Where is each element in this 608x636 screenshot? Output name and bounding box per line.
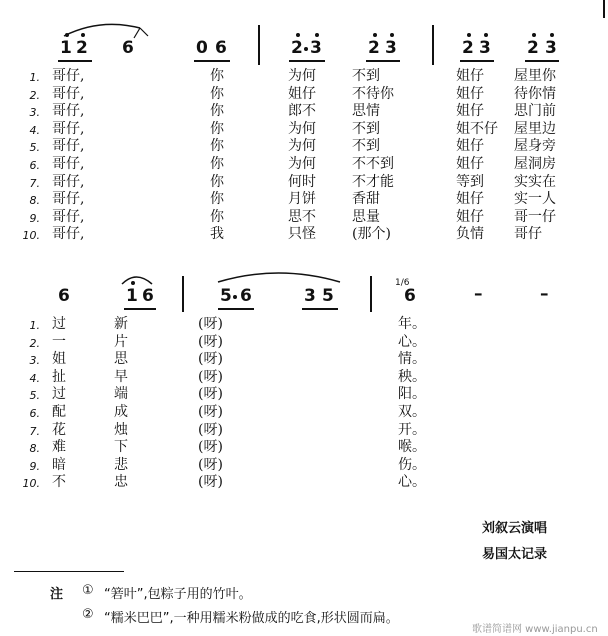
lyric-text: 心。 <box>398 333 426 350</box>
lyric-text: 你 <box>210 138 224 155</box>
lyric-text: 你 <box>210 68 224 84</box>
octave-dot <box>131 281 135 285</box>
lyric-text: 思 <box>114 351 128 368</box>
lyric-text: 实实在 <box>514 173 556 190</box>
footnote-rule <box>14 571 124 572</box>
singer-credit: 刘叙云演唱 <box>482 521 548 536</box>
lyric-text: 难 <box>52 439 66 456</box>
lyric-text: 姐仔 <box>456 156 484 172</box>
lyric-text: 过 <box>52 316 66 332</box>
lyric-text: 香甜 <box>352 191 380 208</box>
lyric-text: 为何 <box>288 68 316 84</box>
lyric-text: 你 <box>210 103 224 120</box>
lyric-text: 屋里你 <box>514 68 556 84</box>
note: 3 <box>479 38 491 58</box>
lyric-text: 喉。 <box>398 439 426 456</box>
lyric-text: 哥仔, <box>52 120 85 137</box>
lyric-text: (呀) <box>198 474 223 491</box>
dot <box>233 295 237 299</box>
verse-number: 6. <box>29 407 40 420</box>
verse-number: 10. <box>22 229 40 243</box>
dash: – <box>474 284 483 304</box>
lyric-text: (呀) <box>198 456 223 473</box>
lyric-text: 花 <box>52 421 66 438</box>
note: 1 <box>126 286 138 306</box>
footnote-label: 注 <box>50 587 64 602</box>
slur-mark <box>214 266 344 284</box>
lyric-text: 我 <box>210 226 224 243</box>
lyric-text: 哥一仔 <box>514 208 556 225</box>
lyric-text: 下 <box>114 439 128 456</box>
lyric-text: 哥仔, <box>52 208 85 225</box>
note: 2 <box>462 38 474 58</box>
lyric-text: 为何 <box>288 120 316 137</box>
verse-number: 3. <box>29 354 40 368</box>
note: 5 <box>322 286 334 306</box>
lyric-text: (呀) <box>198 439 223 456</box>
lyric-text: 过 <box>52 386 66 403</box>
note: 2 <box>76 38 88 58</box>
lyric-text: 姐仔 <box>456 191 484 208</box>
lyric-text: 郎不 <box>288 103 316 120</box>
verse-number: 1. <box>29 319 40 332</box>
lyric-text: 你 <box>210 120 224 137</box>
verse-number: 4. <box>29 371 40 385</box>
lyric-text: 你 <box>210 156 224 172</box>
lyric-text: 哥仔, <box>52 103 85 120</box>
lyric-text: 新 <box>114 316 128 332</box>
verse-number: 4. <box>29 123 40 137</box>
barline <box>370 276 372 312</box>
lyric-text: 姐仔 <box>456 208 484 225</box>
lyric-text: 片 <box>114 333 128 350</box>
footnote-2: “糯米巴巴”,一种用糯米粉做成的吃食,形状圆而扁。 <box>104 611 399 626</box>
lyric-text: 哥仔, <box>52 138 85 155</box>
lyric-text: 早 <box>114 368 128 385</box>
lyric-text: 姐仔 <box>456 138 484 155</box>
lyric-text: 不到 <box>352 68 380 84</box>
barline <box>182 276 184 312</box>
lyric-text: 开。 <box>398 421 426 438</box>
lyric-text: (呀) <box>198 421 223 438</box>
note: 6 <box>240 286 252 306</box>
verse-number: 5. <box>29 389 40 403</box>
lyric-text: (呀) <box>198 316 223 332</box>
note: 5 <box>220 286 232 306</box>
lyric-text: (那个) <box>352 226 391 243</box>
lyric-text: 不待你 <box>352 85 394 102</box>
lyric-text: 伤。 <box>398 456 426 473</box>
lyric-text: 扯 <box>52 368 66 385</box>
lyric-text: 你 <box>210 208 224 225</box>
lyric-text: 烛 <box>114 421 128 438</box>
lyric-text: (呀) <box>198 351 223 368</box>
footnote-mark: ② <box>82 607 94 622</box>
lyric-text: 只怪 <box>288 226 316 243</box>
lyric-text: 不才能 <box>352 173 394 190</box>
lyric-text: 端 <box>114 386 128 403</box>
lyric-text: 哥仔, <box>52 85 85 102</box>
lyric-text: 何时 <box>288 173 316 190</box>
lyric-text: 不不到 <box>352 156 394 172</box>
lyric-text: 思情 <box>352 103 380 120</box>
lyric-text: 思门前 <box>514 103 556 120</box>
beam-underline <box>218 308 254 310</box>
lyric-text: 哥仔, <box>52 191 85 208</box>
lyric-text: 不到 <box>352 120 380 137</box>
lyric-text: 姐仔 <box>288 85 316 102</box>
note: 6 <box>215 38 227 58</box>
lyric-text: 哥仔, <box>52 156 85 172</box>
note: 2 <box>527 38 539 58</box>
lyric-text: 月饼 <box>288 191 316 208</box>
footnote-mark: ① <box>82 583 94 598</box>
watermark: 歌谱简谱网 www.jianpu.cn <box>472 624 598 635</box>
lyric-text: 年。 <box>398 316 426 332</box>
lyric-text: 成 <box>114 404 128 420</box>
verse-number: 7. <box>29 176 40 190</box>
lyric-text: 你 <box>210 173 224 190</box>
lyric-text: 姐仔 <box>456 85 484 102</box>
lyric-text: 忠 <box>114 474 128 491</box>
lyric-text: 情。 <box>398 351 426 368</box>
beam-underline <box>124 308 156 310</box>
lyric-text: 屋洞房 <box>514 156 556 172</box>
note: 2 <box>291 38 303 58</box>
lyric-text: 秧。 <box>398 368 426 385</box>
verse-number: 1. <box>29 71 40 84</box>
lyric-text: 哥仔, <box>52 68 85 84</box>
lyric-text: 思不 <box>288 208 316 225</box>
lyric-text: 思量 <box>352 208 380 225</box>
verse-number: 3. <box>29 106 40 120</box>
lyric-text: 负情 <box>456 226 484 243</box>
lyric-text: 双。 <box>398 404 426 420</box>
lyric-text: 不到 <box>352 138 380 155</box>
footnote-1: “箬叶”,包粽子用的竹叶。 <box>104 587 252 602</box>
note: 2 <box>368 38 380 58</box>
lyric-text: 姐不仔 <box>456 120 498 137</box>
dash: – <box>540 284 549 304</box>
verse-number: 2. <box>29 336 40 350</box>
verse-number: 10. <box>22 477 40 491</box>
lyric-text: 配 <box>52 404 66 420</box>
lyric-text: 不 <box>52 474 66 491</box>
recorder-credit: 易国太记录 <box>482 547 548 562</box>
note: 1 <box>60 38 72 58</box>
lyric-text: 屋身旁 <box>514 138 556 155</box>
note: 6 <box>142 286 154 306</box>
slur-mark <box>118 270 158 286</box>
lyric-text: (呀) <box>198 404 223 420</box>
verse-number: 2. <box>29 88 40 102</box>
verse-number: 8. <box>29 442 40 456</box>
lyric-text: 哥仔, <box>52 226 85 243</box>
lyric-text: 实一人 <box>514 191 556 208</box>
note: 3 <box>385 38 397 58</box>
lyric-text: 哥仔, <box>52 173 85 190</box>
lyric-text: 为何 <box>288 138 316 155</box>
lyric-text: 你 <box>210 191 224 208</box>
lyric-text: 悲 <box>114 456 128 473</box>
lyric-text: 姐仔 <box>456 103 484 120</box>
note: 3 <box>310 38 322 58</box>
lyric-text: 为何 <box>288 156 316 172</box>
note: 6 <box>122 38 134 58</box>
lyric-text: (呀) <box>198 386 223 403</box>
lyric-text: 阳。 <box>398 386 426 403</box>
verse-number: 6. <box>29 159 40 172</box>
note: 6 <box>58 286 70 306</box>
verse-number: 5. <box>29 141 40 155</box>
key-mark: 1/6 <box>395 278 410 288</box>
beam-underline <box>302 308 338 310</box>
lyric-text: 姐 <box>52 351 66 368</box>
lyric-text: 屋里边 <box>514 120 556 137</box>
lyric-text: (呀) <box>198 333 223 350</box>
verse-number: 9. <box>29 459 40 473</box>
lyric-text: 心。 <box>398 474 426 491</box>
note: 6 <box>404 286 416 306</box>
lyric-text: 待你情 <box>514 85 556 102</box>
lyric-text: 你 <box>210 85 224 102</box>
verse-number: 9. <box>29 211 40 225</box>
lyric-text: 姐仔 <box>456 68 484 84</box>
lyric-text: (呀) <box>198 368 223 385</box>
note: 3 <box>304 286 316 306</box>
note: 3 <box>545 38 557 58</box>
verse-number: 8. <box>29 194 40 208</box>
lyric-text: 哥仔 <box>514 226 542 243</box>
verse-number: 7. <box>29 424 40 438</box>
lyric-text: 一 <box>52 333 66 350</box>
note: 0 <box>196 38 208 58</box>
lyric-text: 等到 <box>456 173 484 190</box>
lyric-text: 暗 <box>52 456 66 473</box>
